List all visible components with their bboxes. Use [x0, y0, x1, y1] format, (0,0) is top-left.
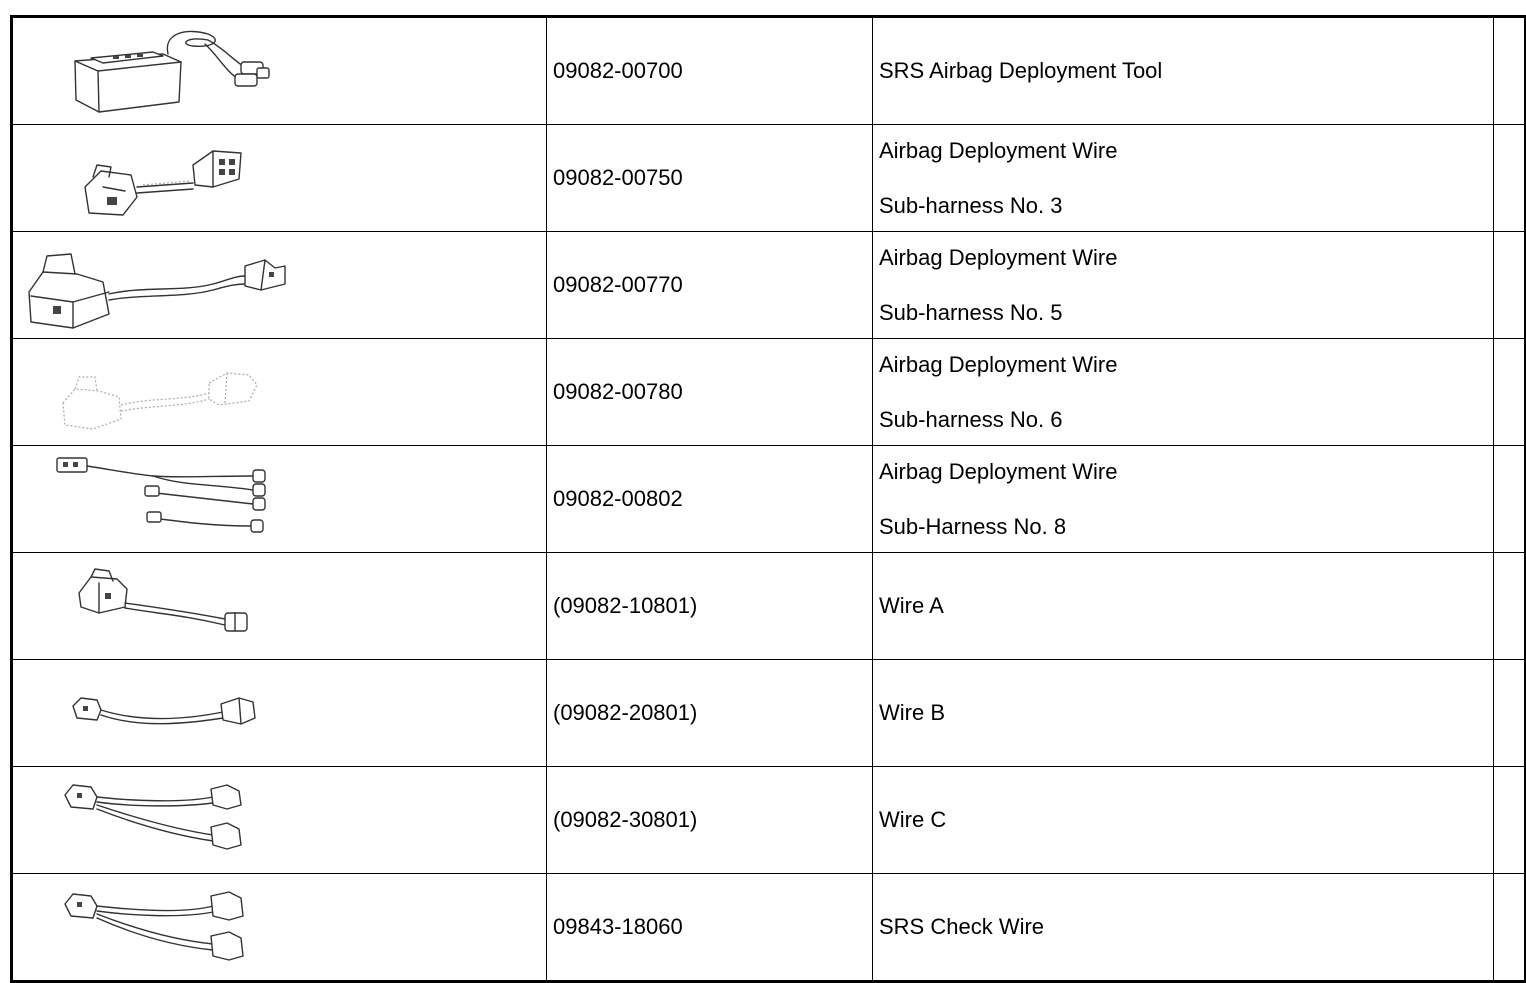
tool-name: Wire B	[879, 700, 945, 725]
illustration-cell	[12, 17, 547, 125]
part-number: 09843-18060	[553, 914, 683, 939]
illustration-cell	[12, 553, 547, 660]
illustration-cell	[12, 446, 547, 553]
part-number-cell	[547, 125, 873, 232]
airbag-deployment-tool-icon	[13, 18, 546, 124]
tool-name-cell	[873, 874, 1494, 982]
empty-cell	[1494, 339, 1526, 446]
empty-cell	[1494, 17, 1526, 125]
tool-name: SRS Airbag Deployment Tool	[879, 58, 1163, 83]
part-number-cell	[547, 446, 873, 553]
table-row	[12, 125, 1526, 232]
tool-name: Airbag Deployment Wire	[879, 244, 1118, 270]
table-row	[12, 446, 1526, 553]
part-number-cell	[547, 17, 873, 125]
illustration-cell	[12, 874, 547, 982]
table-row	[12, 232, 1526, 339]
part-number-cell	[547, 232, 873, 339]
empty-cell	[1494, 767, 1526, 874]
part-number: (09082-10801)	[553, 593, 698, 618]
tool-name-cell	[873, 660, 1494, 767]
wire-b-icon	[13, 660, 546, 766]
wire-c-icon	[13, 767, 546, 873]
part-number-cell	[547, 767, 873, 874]
tool-subname: Sub-harness No. 3	[879, 192, 1063, 218]
part-number-cell	[547, 553, 873, 660]
illustration-cell	[12, 125, 547, 232]
wire-a-icon	[13, 553, 546, 659]
tool-name: Wire A	[879, 593, 944, 618]
tool-name: Airbag Deployment Wire	[879, 458, 1118, 484]
part-number: 09082-00700	[553, 58, 683, 83]
illustration-cell	[12, 660, 547, 767]
part-number-cell	[547, 874, 873, 982]
tool-name: Wire C	[879, 807, 947, 832]
part-number-cell	[547, 660, 873, 767]
illustration-cell	[12, 339, 547, 446]
part-number: 09082-00770	[553, 272, 683, 297]
special-tools-table	[10, 15, 1526, 983]
tool-subname: Sub-harness No. 6	[879, 406, 1063, 432]
srs-check-wire-icon	[13, 874, 546, 980]
table-row	[12, 17, 1526, 125]
sub-harness-no-6-icon	[13, 339, 546, 445]
table-row	[12, 553, 1526, 660]
empty-cell	[1494, 553, 1526, 660]
part-number: 09082-00780	[553, 379, 683, 404]
empty-cell	[1494, 874, 1526, 982]
tool-name-cell	[873, 232, 1494, 339]
part-number: 09082-00802	[553, 486, 683, 511]
sub-harness-no-5-icon	[13, 232, 546, 338]
part-number: 09082-00750	[553, 165, 683, 190]
tool-name-cell	[873, 767, 1494, 874]
table-row	[12, 660, 1526, 767]
sub-harness-no-8-icon	[13, 446, 546, 552]
empty-cell	[1494, 446, 1526, 553]
tool-name: SRS Check Wire	[879, 914, 1045, 939]
tool-name-cell	[873, 17, 1494, 125]
part-number: (09082-20801)	[553, 700, 698, 725]
empty-cell	[1494, 660, 1526, 767]
tool-subname: Sub-harness No. 5	[879, 299, 1063, 325]
tool-name-cell	[873, 446, 1494, 553]
part-number: (09082-30801)	[553, 807, 698, 832]
table-row	[12, 874, 1526, 982]
illustration-cell	[12, 232, 547, 339]
empty-cell	[1494, 232, 1526, 339]
empty-cell	[1494, 125, 1526, 232]
tool-name: Airbag Deployment Wire	[879, 351, 1118, 377]
table-row	[12, 767, 1526, 874]
sub-harness-no-3-icon	[13, 125, 546, 231]
tool-name: Airbag Deployment Wire	[879, 137, 1118, 163]
tool-name-cell	[873, 339, 1494, 446]
illustration-cell	[12, 767, 547, 874]
part-number-cell	[547, 339, 873, 446]
tool-name-cell	[873, 553, 1494, 660]
table-row	[12, 339, 1526, 446]
tool-name-cell	[873, 125, 1494, 232]
tool-subname: Sub-Harness No. 8	[879, 513, 1067, 539]
